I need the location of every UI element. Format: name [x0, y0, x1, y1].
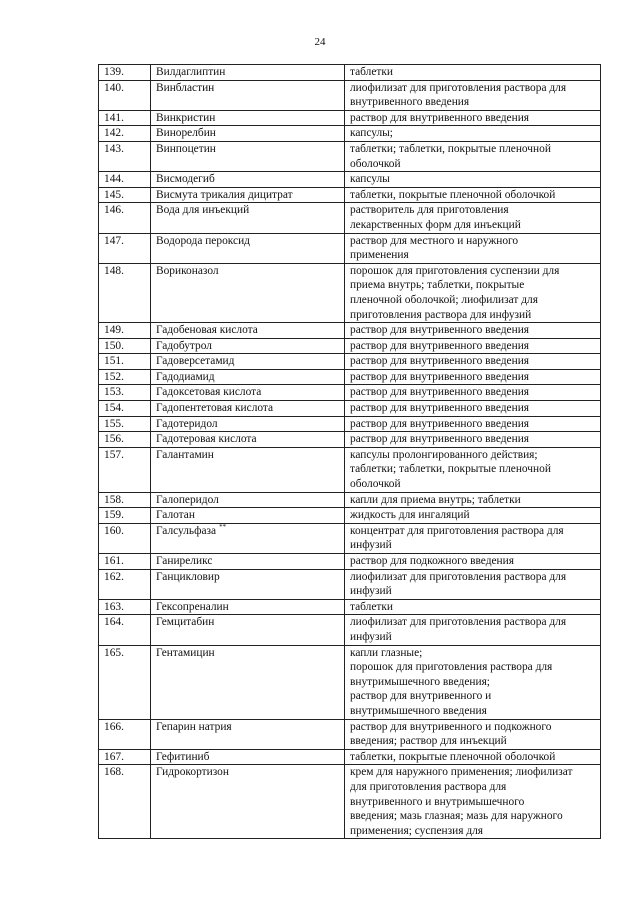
drug-name: Галсульфаза — [156, 524, 217, 537]
table-row — [99, 523, 601, 553]
table-row — [99, 599, 601, 615]
dosage-form: лиофилизат для приготовления раствора для внутривенного введения — [345, 80, 601, 110]
drug-name: Висмута трикалия дицитрат — [156, 188, 293, 201]
dosage-form: концентрат для приготовления раствора для инфузий — [345, 523, 601, 553]
row-number: 167. — [99, 749, 151, 765]
row-number: 143. — [99, 141, 151, 171]
table-row — [99, 447, 601, 492]
dosage-form: раствор для внутривенного введения — [345, 401, 601, 417]
drug-name: Винбластин — [156, 81, 215, 94]
drug-name-cell — [151, 554, 345, 570]
drug-name: Гемцитабин — [156, 616, 215, 629]
drug-name-cell — [151, 126, 345, 142]
drug-name: Гадотеровая кислота — [156, 433, 257, 446]
dosage-form: капли для приема внутрь; таблетки — [345, 492, 601, 508]
dosage-form: таблетки — [345, 599, 601, 615]
table-row — [99, 569, 601, 599]
table-row — [99, 401, 601, 417]
drug-name: Гадоксетовая кислота — [156, 386, 262, 399]
drug-name-cell — [151, 203, 345, 233]
row-number: 141. — [99, 110, 151, 126]
row-number: 162. — [99, 569, 151, 599]
table-row — [99, 233, 601, 263]
row-number: 154. — [99, 401, 151, 417]
row-number: 166. — [99, 719, 151, 749]
table-row — [99, 369, 601, 385]
drug-name-cell — [151, 187, 345, 203]
table-row — [99, 492, 601, 508]
drug-name-cell — [151, 263, 345, 322]
table-row — [99, 338, 601, 354]
dosage-form: лиофилизат для приготовления раствора для инфузий — [345, 569, 601, 599]
table-row — [99, 80, 601, 110]
row-number: 139. — [99, 65, 151, 81]
drug-name: Висмодегиб — [156, 173, 215, 186]
drug-name-cell — [151, 719, 345, 749]
drug-name-cell — [151, 645, 345, 719]
row-number: 160. — [99, 523, 151, 553]
row-number: 155. — [99, 416, 151, 432]
row-number: 142. — [99, 126, 151, 142]
table-row — [99, 65, 601, 81]
dosage-form: раствор для внутривенного введения — [345, 369, 601, 385]
table-row — [99, 203, 601, 233]
drug-name-cell — [151, 141, 345, 171]
table-row — [99, 765, 601, 839]
drug-name-cell — [151, 369, 345, 385]
drug-name: Вориконазол — [156, 264, 219, 277]
dosage-form: раствор для внутривенного введения — [345, 432, 601, 448]
drug-name: Ганцикловир — [156, 570, 220, 583]
dosage-form: порошок для приготовления суспензии для приема внутрь; таблетки, покрытые пленочной оболочкой; лиофилизат для приготовления раствора для инфузий — [345, 263, 601, 322]
table-row — [99, 263, 601, 322]
table-row — [99, 187, 601, 203]
drug-name-cell — [151, 110, 345, 126]
drug-name: Галоперидол — [156, 493, 219, 506]
drug-name: Водорода пероксид — [156, 234, 250, 247]
row-number: 159. — [99, 508, 151, 524]
dosage-form: жидкость для ингаляций — [345, 508, 601, 524]
table-row — [99, 172, 601, 188]
footnote-mark: ** — [219, 522, 227, 531]
drug-name-cell — [151, 599, 345, 615]
row-number: 149. — [99, 323, 151, 339]
drug-name: Ганиреликс — [156, 555, 213, 567]
drug-name-cell — [151, 354, 345, 370]
row-number: 146. — [99, 203, 151, 233]
drug-name: Гефитиниб — [156, 750, 210, 763]
drug-name-cell — [151, 432, 345, 448]
drug-name: Гадопентетовая кислота — [156, 402, 274, 415]
drug-name: Гидрокортизон — [156, 766, 229, 779]
row-number: 153. — [99, 385, 151, 401]
dosage-form: раствор для внутривенного введения — [345, 110, 601, 126]
drug-name-cell — [151, 765, 345, 839]
drug-name: Галантамин — [156, 448, 214, 461]
table-row — [99, 645, 601, 719]
drug-name-cell — [151, 749, 345, 765]
row-number: 168. — [99, 765, 151, 839]
table-row — [99, 416, 601, 432]
drug-name: Гентамицин — [156, 646, 215, 659]
dosage-form: раствор для внутривенного введения — [345, 338, 601, 354]
dosage-form: растворитель для приготовления лекарственных форм для инъекций — [345, 203, 601, 233]
row-number: 163. — [99, 599, 151, 615]
row-number: 140. — [99, 80, 151, 110]
drug-name: Гексопреналин — [156, 600, 229, 613]
drug-name: Винпоцетин — [156, 142, 216, 155]
drug-name-cell — [151, 338, 345, 354]
row-number: 158. — [99, 492, 151, 508]
dosage-form: раствор для внутривенного введения — [345, 323, 601, 339]
table-body — [99, 65, 601, 839]
table-row — [99, 749, 601, 765]
dosage-form: капли глазные; порошок для приготовления раствора для внутримышечного введения; раствор для внутривенного и внутримышечного введения — [345, 645, 601, 719]
drug-name-cell — [151, 492, 345, 508]
dosage-form: таблетки, покрытые пленочной оболочкой — [345, 187, 601, 203]
row-number: 147. — [99, 233, 151, 263]
drug-name: Вилдаглиптин — [156, 66, 226, 78]
table-row — [99, 432, 601, 448]
table-row — [99, 354, 601, 370]
dosage-form: раствор для внутривенного введения — [345, 354, 601, 370]
drug-name-cell — [151, 416, 345, 432]
row-number: 151. — [99, 354, 151, 370]
drug-name-cell — [151, 385, 345, 401]
row-number: 152. — [99, 369, 151, 385]
drug-name: Винкристин — [156, 111, 216, 124]
drug-name-cell — [151, 447, 345, 492]
drug-name: Галотан — [156, 509, 195, 522]
drug-name-cell — [151, 65, 345, 81]
dosage-form: лиофилизат для приготовления раствора для инфузий — [345, 615, 601, 645]
dosage-form: раствор для подкожного введения — [345, 554, 601, 570]
drug-name-cell — [151, 508, 345, 524]
drug-name: Гадотеридол — [156, 417, 218, 430]
drug-name: Гепарин натрия — [156, 720, 232, 733]
dosage-form: таблетки; таблетки, покрытые пленочной оболочкой — [345, 141, 601, 171]
row-number: 144. — [99, 172, 151, 188]
row-number: 157. — [99, 447, 151, 492]
drug-name-cell — [151, 615, 345, 645]
dosage-form: раствор для местного и наружного применения — [345, 233, 601, 263]
drug-table — [98, 64, 601, 839]
row-number: 148. — [99, 263, 151, 322]
drug-name: Вода для инъекций — [156, 204, 250, 217]
page-number: 24 — [314, 36, 326, 48]
row-number: 165. — [99, 645, 151, 719]
row-number: 156. — [99, 432, 151, 448]
table-row — [99, 323, 601, 339]
drug-name: Гадобеновая кислота — [156, 324, 258, 337]
dosage-form: капсулы; — [345, 126, 601, 142]
drug-name-cell — [151, 233, 345, 263]
drug-name-cell — [151, 523, 345, 553]
table-row — [99, 615, 601, 645]
table-row — [99, 554, 601, 570]
dosage-form: раствор для внутривенного введения — [345, 416, 601, 432]
drug-name: Гадобутрол — [156, 339, 212, 352]
dosage-form: раствор для внутривенного и подкожного введения; раствор для инъекций — [345, 719, 601, 749]
row-number: 145. — [99, 187, 151, 203]
drug-name-cell — [151, 172, 345, 188]
row-number: 164. — [99, 615, 151, 645]
table-row — [99, 385, 601, 401]
dosage-form: капсулы пролонгированного действия; таблетки; таблетки, покрытые пленочной оболочкой — [345, 447, 601, 492]
row-number: 161. — [99, 554, 151, 570]
row-number: 150. — [99, 338, 151, 354]
drug-name: Винорелбин — [156, 127, 216, 140]
table-row — [99, 126, 601, 142]
dosage-form: капсулы — [345, 172, 601, 188]
table-row — [99, 110, 601, 126]
table-row — [99, 719, 601, 749]
drug-name: Гадодиамид — [156, 370, 215, 383]
dosage-form: таблетки — [345, 65, 601, 81]
drug-name-cell — [151, 569, 345, 599]
dosage-form: раствор для внутривенного введения — [345, 385, 601, 401]
drug-name-cell — [151, 401, 345, 417]
table-row — [99, 508, 601, 524]
drug-name-cell — [151, 80, 345, 110]
table-row — [99, 141, 601, 171]
drug-name-cell — [151, 323, 345, 339]
dosage-form: таблетки, покрытые пленочной оболочкой — [345, 749, 601, 765]
drug-name: Гадоверсетамид — [156, 355, 235, 368]
dosage-form: крем для наружного применения; лиофилизат для приготовления раствора для внутривенного и внутримышечного введения; мазь глазная; мазь для наружного применения; суспензия для — [345, 765, 601, 839]
